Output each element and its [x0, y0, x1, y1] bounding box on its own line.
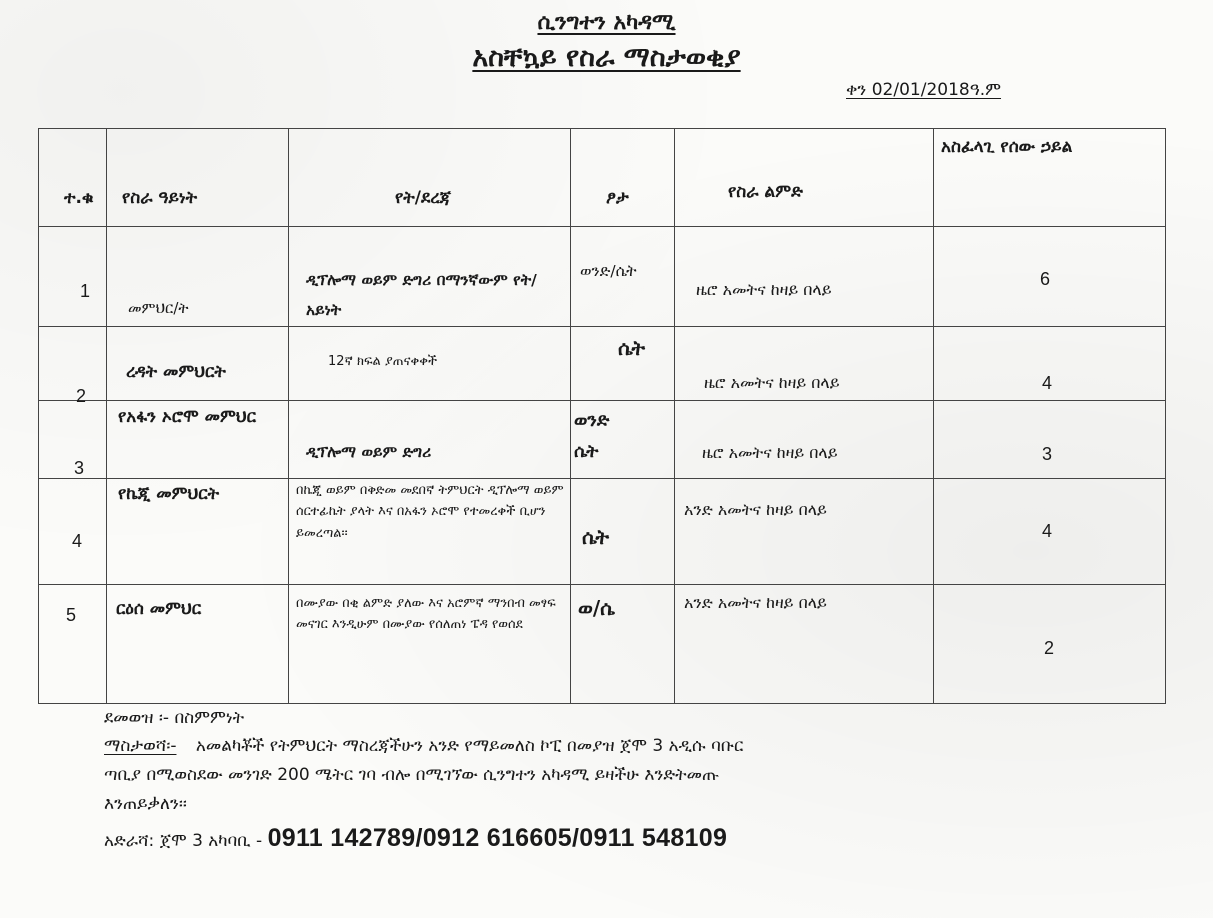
- note-line-1: [104, 736, 743, 756]
- row1-sex: ወንድ/ሴት: [580, 262, 637, 280]
- table-border-left: [38, 128, 39, 704]
- notice-date-text: ቀን 02/01/2018ዓ.ም: [846, 80, 1002, 100]
- row1-job: መምህር/ት: [128, 299, 189, 317]
- row3-job: የአፋን ኦሮሞ መምህር: [118, 407, 257, 427]
- table-divider: [38, 584, 1166, 585]
- table-border-bottom: [38, 703, 1166, 704]
- header-no: ተ.ቁ: [64, 188, 94, 208]
- header-education: የት/ደረጃ: [395, 188, 451, 208]
- row4-experience: አንድ አመትና ከዛይ በላይ: [684, 500, 827, 519]
- table-column-divider: [570, 128, 571, 704]
- table-divider: [38, 326, 1166, 327]
- row3-no: 3: [74, 458, 85, 478]
- row3-experience: ዜሮ አመትና ከዛይ በላይ: [702, 443, 838, 462]
- row3-qualification: ዲፕሎማ ወይም ድግሪ: [306, 443, 432, 461]
- note-text: አመልካቾች የትምህርት ማስረጃችሁን አንድ የማይመለስ ኮፒ በመያዝ ጀሞ 3 አዲሱ ባቡር: [195, 736, 744, 756]
- address-label: አድራሻ: ጀሞ 3 አካባቢ -: [104, 831, 263, 851]
- table-column-divider: [674, 128, 675, 704]
- header-job-type: የስራ ዓይነት: [122, 188, 198, 208]
- row1-no: 1: [80, 281, 91, 301]
- contact-line: [104, 824, 727, 853]
- row5-experience: አንድ አመትና ከዛይ በላይ: [684, 593, 827, 612]
- row5-job: ርዕሰ መምህር: [116, 599, 202, 619]
- row2-job: ረዳት መምህርት: [126, 362, 226, 382]
- row1-experience: ዜሮ አመትና ከዛይ በላይ: [696, 280, 832, 299]
- row2-count: 4: [1042, 373, 1053, 393]
- row5-no: 5: [66, 605, 77, 625]
- row4-sex: ሴት: [582, 525, 610, 549]
- notice-title-text: አስቸኳይ የስራ ማስታወቂያ: [472, 42, 741, 73]
- salary-line: ደመወዝ ፡- በስምምነት: [104, 708, 245, 728]
- phone-numbers: 0911 142789/0912 616605/0911 548109: [267, 824, 728, 852]
- table-divider: [38, 400, 1166, 401]
- table-divider: [38, 478, 1166, 479]
- row3-count: 3: [1042, 444, 1053, 464]
- header-experience: የስራ ልምድ: [728, 182, 803, 202]
- row5-qualification: በሙያው በቂ ልምድ ያለው እና አሮምኛ ማንበብ መፃፍ መናገር እንዲሁም በሙያው የሰለጠነ ፔዳ የወሰደ: [296, 596, 556, 633]
- row3-sex: ወንድ ሴት: [574, 410, 610, 462]
- note-label: ማስታወሻ፡-: [104, 736, 177, 756]
- header-sex: ፆታ: [606, 188, 629, 208]
- row4-qualification: በኬጂ ወይም በቅድመ መደበኛ ትምህርት ዲፕሎማ ወይም ሰርተፊኬት ያላት እና በአፋን ኦሮሞ የተመረቀች ቢሆን ይመረጣል፡፡: [296, 483, 564, 541]
- table-column-divider: [288, 128, 289, 704]
- notice-title: [0, 42, 1213, 74]
- row2-no: 2: [76, 386, 87, 406]
- company-name-text: ሲንግተን አካዳሚ: [537, 10, 676, 35]
- note-line-2: ጣቢያ በሚወስደው መንገድ 200 ሜትር ገባ ብሎ በሚገኘው ሲንግተን አካዳሚ ይዛችሁ እንድትመጡ: [104, 765, 720, 785]
- row4-no: 4: [72, 531, 83, 551]
- row2-experience: ዜሮ አመትና ከዛይ በላይ: [704, 373, 840, 392]
- row4-job: የኬጂ መምህርት: [118, 484, 220, 504]
- company-name: [0, 10, 1213, 35]
- note-line-3: እንጠይቃለን፡፡: [104, 794, 187, 814]
- vacancy-table: [38, 128, 1166, 704]
- table-border-top: [38, 128, 1166, 129]
- row5-sex: ወ/ሴ: [578, 596, 616, 620]
- row5-count: 2: [1044, 638, 1055, 658]
- table-divider: [38, 226, 1166, 227]
- row1-count: 6: [1040, 269, 1051, 289]
- table-border-right: [1165, 128, 1166, 704]
- notice-date: [846, 80, 1001, 100]
- row1-qualification: ዲፕሎማ ወይም ድግሪ በማንኛውም የት/አይነት: [306, 271, 537, 320]
- row2-sex: ሴት: [618, 336, 646, 360]
- row4-count: 4: [1042, 521, 1053, 541]
- table-column-divider: [106, 128, 107, 704]
- table-column-divider: [933, 128, 934, 704]
- header-required-staff: አስፈላጊ የሰው ኃይል: [941, 137, 1073, 157]
- row2-qualification: 12ኛ ክፍል ያጠናቀቀች: [328, 354, 438, 369]
